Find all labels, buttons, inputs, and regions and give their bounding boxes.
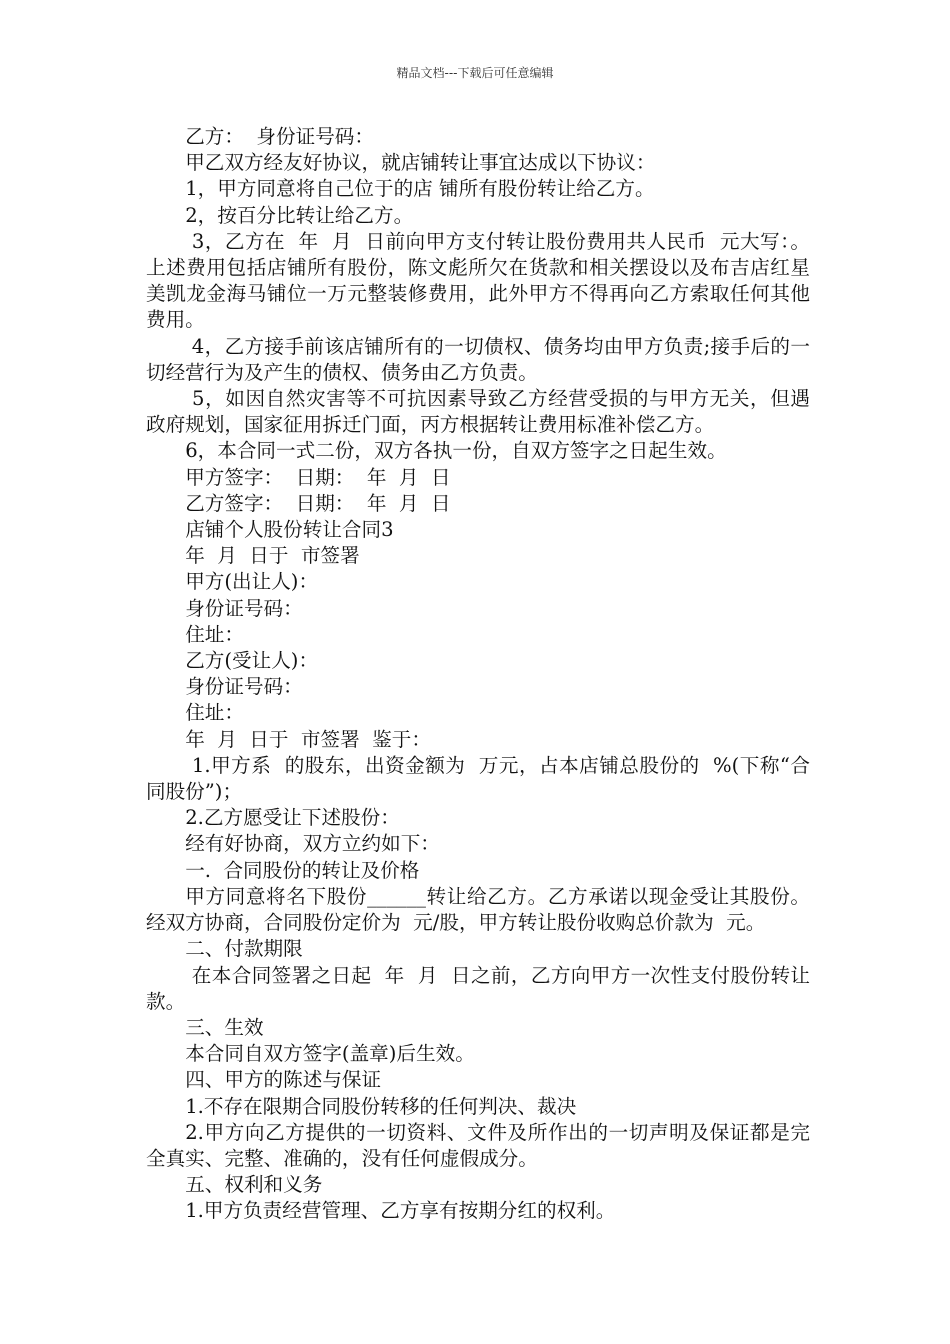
paragraph: 甲方(出让人)：: [185, 570, 319, 594]
paragraph: 经有好协商，双方立约如下：: [185, 832, 440, 856]
paragraph: 2.乙方愿受让下述股份：: [185, 806, 400, 830]
section-heading: 五、权利和义务: [185, 1173, 323, 1197]
paragraph: 在本合同签署之日起 年 月 日之前，乙方向甲方一次性支付股份转让款。: [146, 963, 810, 1013]
paragraph: 年 月 日于 市签署 鉴于：: [185, 727, 431, 751]
section-heading: 一. 合同股份的转让及价格: [185, 858, 420, 882]
paragraph: 住址：: [185, 701, 244, 725]
paragraph: 身份证号码：: [185, 596, 303, 620]
paragraph: 3，乙方在 年 月 日前向甲方支付转让股份费用共人民币 元大写：。上述费用包括店铺所有股份，陈文彪所欠在货款和相关摆设以及布吉店红星美凯龙金海马铺位一万元整装修费用，此外甲方不得再向乙方索取任何其他费用。: [146, 229, 810, 332]
paragraph: 2.甲方向乙方提供的一切资料、文件及所作出的一切声明及保证都是完全真实、完整、准确的，没有任何虚假成分。: [146, 1120, 810, 1170]
section-title: 店铺个人股份转让合同3: [185, 518, 394, 542]
document-body: [146, 124, 810, 1225]
paragraph: 乙方(受让人)：: [185, 649, 319, 673]
paragraph: 5，如因自然灾害等不可抗因素导致乙方经营受损的与甲方无关，但遇政府规划，国家征用拆迁门面，丙方根据转让费用标准补偿乙方。: [146, 387, 810, 437]
paragraph: 住址：: [185, 622, 244, 646]
paragraph: 乙方签字： 日期： 年 月 日: [185, 491, 451, 515]
paragraph: 1.甲方负责经营管理、乙方享有按期分红的权利。: [185, 1199, 616, 1223]
paragraph: 年 月 日于 市签署: [185, 544, 360, 568]
paragraph: 1，甲方同意将自己位于的店 铺所有股份转让给乙方。: [185, 177, 655, 201]
paragraph: 4，乙方接手前该店铺所有的一切债权、债务均由甲方负责;接手后的一切经营行为及产生的债权、债务由乙方负责。: [146, 334, 810, 384]
paragraph: 1.不存在限期合同股份转移的任何判决、裁决: [185, 1094, 577, 1118]
paragraph: 甲方同意将名下股份______转让给乙方。乙方承诺以现金受让其股份。经双方协商，合同股份定价为 元/股，甲方转让股份收购总价款为 元。: [146, 884, 810, 935]
page-header: 精品文档---下载后可任意编辑: [396, 66, 554, 80]
paragraph: 2，按百分比转让给乙方。: [185, 203, 414, 227]
paragraph: 本合同自双方签字(盖章)后生效。: [185, 1042, 475, 1066]
paragraph: 甲方签字： 日期： 年 月 日: [185, 465, 451, 489]
paragraph: 甲乙双方经友好协议，就店铺转让事宜达成以下协议：: [185, 151, 656, 175]
section-heading: 二、付款期限: [185, 937, 303, 961]
paragraph: 6，本合同一式二份，双方各执一份，自双方签字之日起生效。: [185, 439, 727, 463]
section-heading: 三、生效: [185, 1015, 264, 1039]
paragraph: 1.甲方系 的股东，出资金额为 万元，占本店铺总股份的 %(下称“合同股份”)；: [146, 753, 811, 804]
paragraph: 身份证号码：: [185, 675, 303, 699]
section-heading: 四、甲方的陈述与保证: [185, 1068, 382, 1092]
paragraph: 乙方： 身份证号码：: [185, 125, 374, 148]
